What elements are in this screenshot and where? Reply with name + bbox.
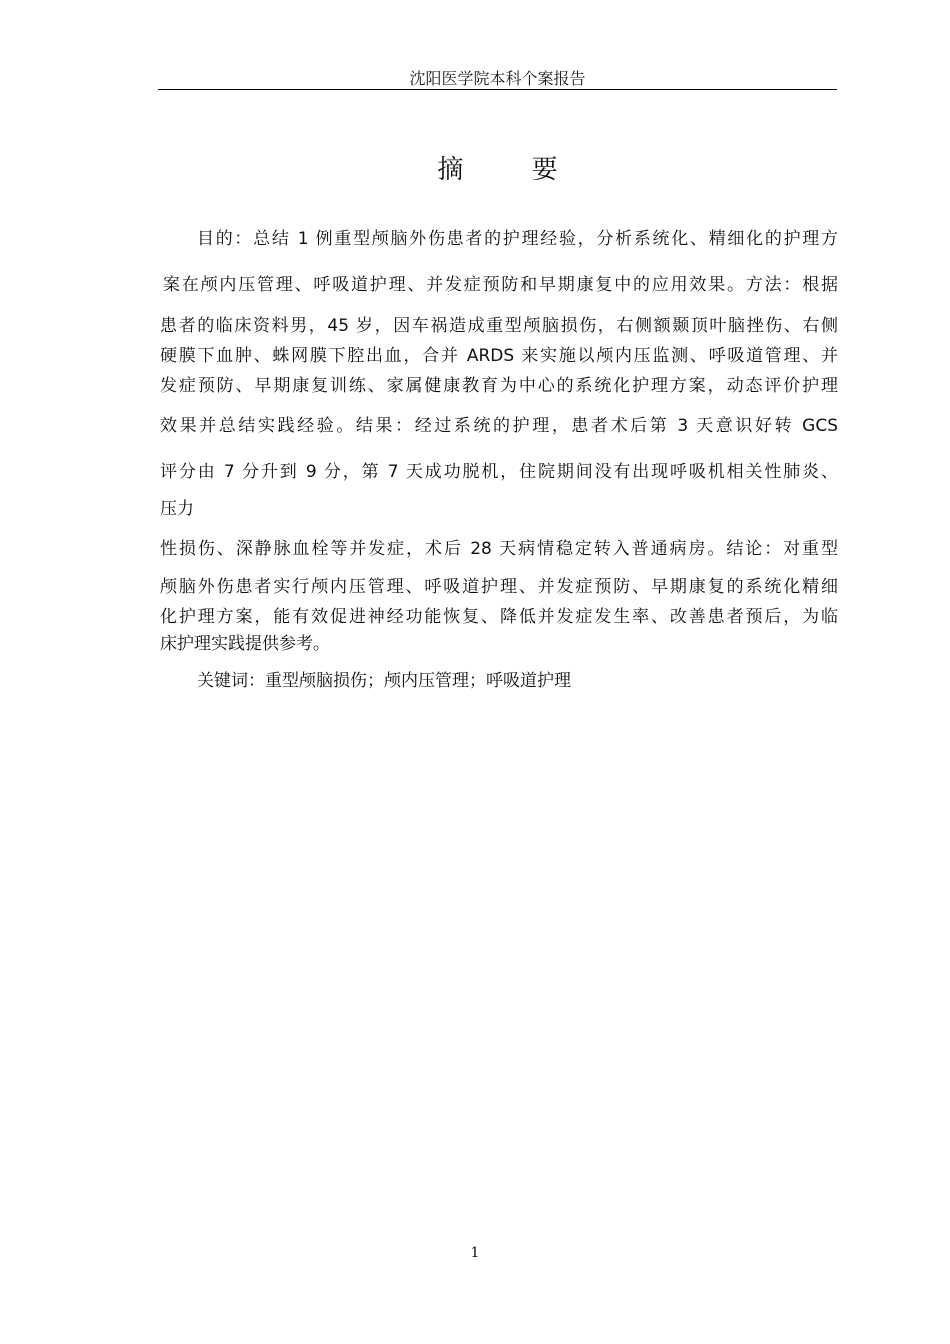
abstract-line-7: 评分由 7 分升到 9 分，第 7 天成功脱机，住院期间没有出现呼吸机相关性肺炎、 — [160, 462, 838, 482]
abstract-line-3: 患者的临床资料男，45 岁，因车祸造成重型颅脑损伤，右侧额颞顶叶脑挫伤、右侧 — [160, 316, 838, 336]
abstract-line-9: 性损伤、深静脉血栓等并发症，术后 28 天病情稳定转入普通病房。结论：对重型 — [160, 539, 838, 559]
running-header: 沈阳医学院本科个案报告 — [409, 69, 586, 88]
keywords-line: 关键词：重型颅脑损伤；颅内压管理；呼吸道护理 — [197, 671, 571, 691]
abstract-line-1: 目的：总结 1 例重型颅脑外伤患者的护理经验，分析系统化、精细化的护理方 — [197, 229, 838, 249]
abstract-line-5: 发症预防、早期康复训练、家属健康教育为中心的系统化护理方案，动态评价护理 — [160, 376, 838, 396]
abstract-line-2: 案在颅内压管理、呼吸道护理、并发症预防和早期康复中的应用效果。方法：根据 — [163, 275, 838, 295]
abstract-line-10: 颅脑外伤患者实行颅内压管理、呼吸道护理、并发症预防、早期康复的系统化精细 — [160, 577, 838, 597]
header-rule — [158, 89, 837, 90]
abstract-line-6: 效果并总结实践经验。结果：经过系统的护理，患者术后第 3 天意识好转 GCS — [160, 416, 838, 436]
abstract-line-11: 化护理方案，能有效促进神经功能恢复、降低并发症发生率、改善患者预后，为临 — [160, 607, 838, 627]
abstract-line-12: 床护理实践提供参考。 — [160, 634, 330, 654]
abstract-line-4: 硬膜下血肿、蛛网膜下腔出血，合并 ARDS 来实施以颅内压监测、呼吸道管理、并 — [160, 346, 838, 366]
abstract-line-8: 压力 — [160, 499, 194, 519]
abstract-heading: 摘 要 — [437, 155, 588, 185]
page-number: 1 — [470, 1245, 480, 1261]
